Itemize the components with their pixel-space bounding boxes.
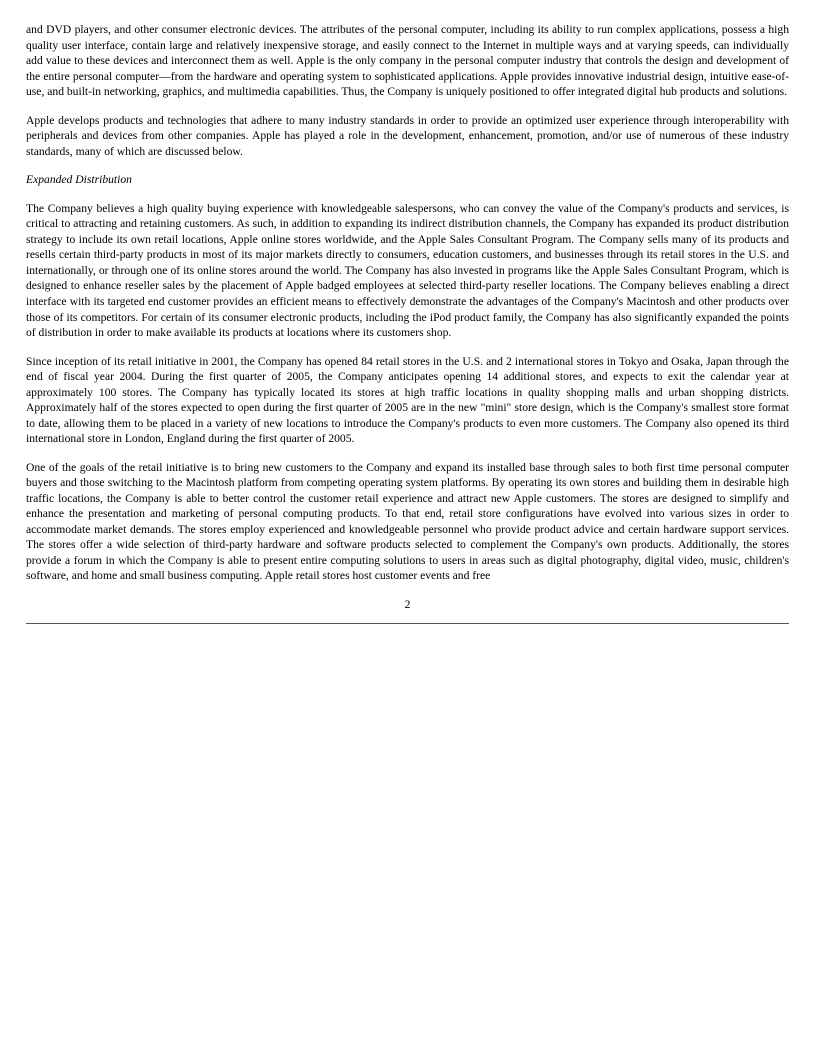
paragraph-continued-intro: and DVD players, and other consumer electronic devices. The attributes of the personal computer, including its ability to run complex applications, possess a high quality user interface, contain large and relatively inexpensive storage, and easily connect to the Internet in multiple ways and at varying speeds, can individually add value to these devices and interconnect them as well. Apple is the only company in the personal computer industry that controls the design and development of the entire personal computer—from the hardware and operating system to sophisticated applications. Apple provides innovative industrial design, intuitive ease‐of‐use, and built‐in networking, graphics, and multimedia capabilities. Thus, the Company is uniquely positioned to offer integrated digital hub products and solutions.	[26, 23, 789, 99]
footer-divider	[26, 623, 789, 624]
section-heading-expanded-distribution: Expanded Distribution	[26, 173, 132, 187]
document-body	[26, 22, 789, 624]
paragraph-retail-goals: One of the goals of the retail initiative is to bring new customers to the Company and expand its installed base through sales to both first time personal computer buyers and those switching to the Macintosh platform from competing operating system platforms. By operating its own stores and building them in desirable high traffic locations, the Company is able to better control the customer retail experience and attract new Apple customers. The stores are designed to simplify and enhance the presentation and marketing of personal computing products. To that end, retail store configurations have evolved into various sizes in order to accommodate market demands. The stores employ experienced and knowledgeable personnel who provide product advice and certain hardware support services. The stores offer a wide selection of third‐party hardware and software products selected to complement the Company's own products. Additionally, the stores provide a forum in which the Company is able to present entire computing solutions to users in areas such as digital photography, digital video, music, children's software, and home and small business computing. Apple retail stores host customer events and free	[26, 460, 789, 583]
paragraph-distribution-strategy: The Company believes a high quality buying experience with knowledgeable salespersons, who can convey the value of the Company's products and services, is critical to attracting and retaining customers. As such, in addition to expanding its indirect distribution channels, the Company has expanded its product distribution strategy to include its own retail locations, Apple online stores worldwide, and the Apple Sales Consultant Program. The Company sells many of its products and resells certain third‐party products in most of its major markets directly to consumers, education customers, and businesses through its retail stores in the U.S. and internationally, or through one of its online stores around the world. The Company has also invested in programs like the Apple Sales Consultant Program, which is designed to enhance reseller sales by the placement of Apple badged employees at selected third‐party reseller locations. The Company believes enabling a direct interface with its targeted end customer provides an efficient means to effectively demonstrate the advantages of the Company's Macintosh and other products over those of its competitors. For certain of its consumer electronic products, including the iPod product family, the Company has also significantly expanded the points of distribution in order to make available its products at locations where its customers shop.	[26, 201, 789, 340]
paragraph-industry-standards: Apple develops products and technologies that adhere to many industry standards in order to provide an optimized user experience through interoperability with peripherals and devices from other companies. Apple has played a role in the development, enhancement, promotion, and/or use of numerous of these industry standards, many of which are discussed below.	[26, 113, 789, 158]
paragraph-retail-initiative: Since inception of its retail initiative in 2001, the Company has opened 84 retail stores in the U.S. and 2 international stores in Tokyo and Osaka, Japan through the end of fiscal year 2004. During the first quarter of 2005, the Company anticipates opening 14 additional stores, and expects to exit the calendar year at approximately 100 stores. The Company has typically located its stores at high traffic locations in quality shopping malls and urban shopping districts. Approximately half of the stores expected to open during the first quarter of 2005 are in the new "mini" store design, which is the Company's smallest store format to date, allowing them to be placed in a variety of new locations to introduce the Company's products to even more customers. The Company also opened its third international store in London, England during the first quarter of 2005.	[26, 354, 789, 446]
page-number: 2	[404, 598, 411, 611]
